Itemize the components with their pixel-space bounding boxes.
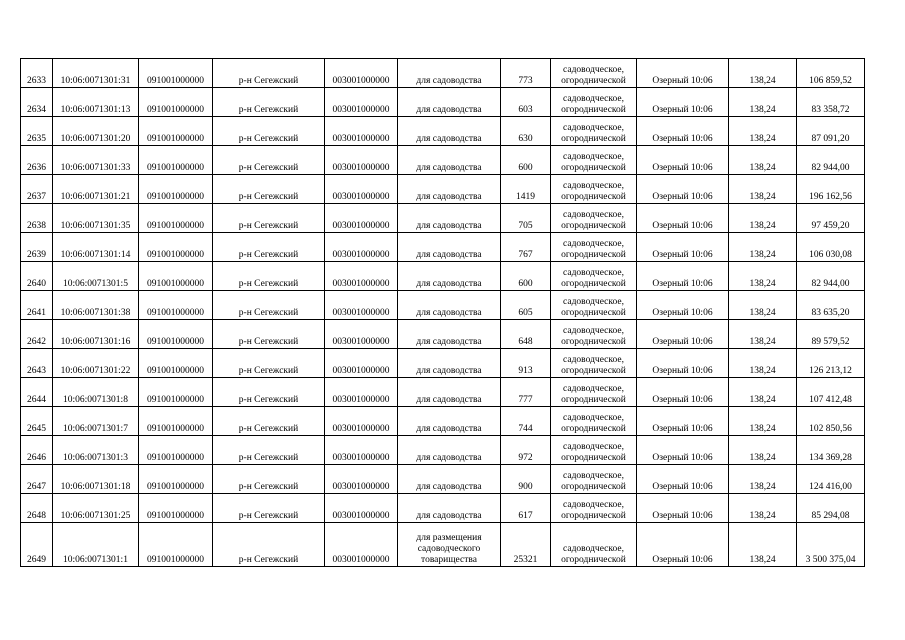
land-category-line-2: огороднической (561, 337, 626, 347)
permitted-use-line-3: товарищества (421, 555, 477, 565)
oktmo-code: 003001000000 (325, 378, 398, 407)
row-number: 2638 (21, 204, 53, 233)
cadastral-value: 126 213,12 (797, 349, 865, 378)
district: р-н Сегежский (213, 523, 325, 567)
land-category-line-1: садоводческое, (563, 210, 624, 220)
permitted-use: для садоводства (398, 88, 501, 117)
table-row (21, 523, 865, 567)
land-category (551, 320, 637, 349)
land-category-line-2: огороднической (561, 105, 626, 115)
land-category-line-2: огороднической (561, 221, 626, 231)
land-category-line-1: садоводческое, (563, 326, 624, 336)
row-number: 2645 (21, 407, 53, 436)
oktmo-code: 003001000000 (325, 204, 398, 233)
cadastral-number: 10:06:0071301:1 (53, 523, 139, 567)
cadastral-value: 83 358,72 (797, 88, 865, 117)
land-category (551, 59, 637, 88)
specific-rate: 138,24 (729, 523, 797, 567)
okato-code: 091001000000 (139, 320, 213, 349)
district: р-н Сегежский (213, 175, 325, 204)
district: р-н Сегежский (213, 291, 325, 320)
district: р-н Сегежский (213, 320, 325, 349)
row-number: 2642 (21, 320, 53, 349)
okato-code: 091001000000 (139, 117, 213, 146)
area: 603 (501, 88, 551, 117)
oktmo-code: 003001000000 (325, 407, 398, 436)
permitted-use (398, 523, 501, 567)
area: 767 (501, 233, 551, 262)
table-row (21, 117, 865, 146)
permitted-use: для садоводства (398, 407, 501, 436)
cadastral-zone: Озерный 10:06 (637, 146, 729, 175)
specific-rate: 138,24 (729, 465, 797, 494)
land-category-line-1: садоводческое, (563, 268, 624, 278)
land-category (551, 204, 637, 233)
cadastral-value: 196 162,56 (797, 175, 865, 204)
cadastral-zone: Озерный 10:06 (637, 436, 729, 465)
district: р-н Сегежский (213, 59, 325, 88)
cadastral-value: 102 850,56 (797, 407, 865, 436)
cadastral-value: 3 500 375,04 (797, 523, 865, 567)
specific-rate: 138,24 (729, 436, 797, 465)
cadastral-value: 124 416,00 (797, 465, 865, 494)
specific-rate: 138,24 (729, 494, 797, 523)
land-category-line-1: садоводческое, (563, 442, 624, 452)
permitted-use: для садоводства (398, 146, 501, 175)
district: р-н Сегежский (213, 407, 325, 436)
land-category (551, 494, 637, 523)
row-number: 2641 (21, 291, 53, 320)
area: 648 (501, 320, 551, 349)
permitted-use-line-2: садоводческого (417, 544, 481, 554)
table-body (21, 59, 865, 567)
okato-code: 091001000000 (139, 175, 213, 204)
oktmo-code: 003001000000 (325, 262, 398, 291)
permitted-use: для садоводства (398, 465, 501, 494)
cadastral-number: 10:06:0071301:14 (53, 233, 139, 262)
oktmo-code: 003001000000 (325, 494, 398, 523)
cadastral-zone: Озерный 10:06 (637, 320, 729, 349)
oktmo-code: 003001000000 (325, 436, 398, 465)
cadastral-zone: Озерный 10:06 (637, 494, 729, 523)
district: р-н Сегежский (213, 378, 325, 407)
oktmo-code: 003001000000 (325, 175, 398, 204)
oktmo-code: 003001000000 (325, 233, 398, 262)
table-row (21, 146, 865, 175)
table-row (21, 465, 865, 494)
land-category (551, 465, 637, 494)
cadastral-number: 10:06:0071301:22 (53, 349, 139, 378)
land-category (551, 378, 637, 407)
oktmo-code: 003001000000 (325, 117, 398, 146)
permitted-use: для садоводства (398, 378, 501, 407)
specific-rate: 138,24 (729, 146, 797, 175)
cadastral-zone: Озерный 10:06 (637, 59, 729, 88)
cadastral-value: 83 635,20 (797, 291, 865, 320)
row-number: 2635 (21, 117, 53, 146)
district: р-н Сегежский (213, 233, 325, 262)
land-category (551, 117, 637, 146)
table-row (21, 262, 865, 291)
land-category-line-2: огороднической (561, 511, 626, 521)
area: 913 (501, 349, 551, 378)
land-category-line-2: огороднической (561, 366, 626, 376)
cadastral-zone: Озерный 10:06 (637, 349, 729, 378)
district: р-н Сегежский (213, 494, 325, 523)
cadastral-zone: Озерный 10:06 (637, 262, 729, 291)
land-category (551, 262, 637, 291)
land-category-line-1: садоводческое, (563, 181, 624, 191)
oktmo-code: 003001000000 (325, 59, 398, 88)
cadastral-number: 10:06:0071301:33 (53, 146, 139, 175)
oktmo-code: 003001000000 (325, 349, 398, 378)
land-category-line-2: огороднической (561, 76, 626, 86)
cadastral-zone: Озерный 10:06 (637, 175, 729, 204)
oktmo-code: 003001000000 (325, 291, 398, 320)
row-number: 2633 (21, 59, 53, 88)
cadastral-zone: Озерный 10:06 (637, 117, 729, 146)
cadastral-number: 10:06:0071301:18 (53, 465, 139, 494)
cadastral-value: 82 944,00 (797, 146, 865, 175)
district: р-н Сегежский (213, 88, 325, 117)
land-category (551, 233, 637, 262)
cadastral-zone: Озерный 10:06 (637, 204, 729, 233)
area: 605 (501, 291, 551, 320)
land-category-line-2: огороднической (561, 134, 626, 144)
row-number: 2644 (21, 378, 53, 407)
cadastral-zone: Озерный 10:06 (637, 523, 729, 567)
cadastral-value: 89 579,52 (797, 320, 865, 349)
specific-rate: 138,24 (729, 407, 797, 436)
land-category-line-1: садоводческое, (563, 384, 624, 394)
district: р-н Сегежский (213, 204, 325, 233)
cadastral-number: 10:06:0071301:5 (53, 262, 139, 291)
land-category-line-2: огороднической (561, 163, 626, 173)
land-category-line-1: садоводческое, (563, 65, 624, 75)
area: 744 (501, 407, 551, 436)
specific-rate: 138,24 (729, 262, 797, 291)
specific-rate: 138,24 (729, 117, 797, 146)
table-row (21, 291, 865, 320)
cadastral-value: 106 859,52 (797, 59, 865, 88)
specific-rate: 138,24 (729, 88, 797, 117)
okato-code: 091001000000 (139, 146, 213, 175)
cadastral-value: 97 459,20 (797, 204, 865, 233)
oktmo-code: 003001000000 (325, 320, 398, 349)
cadastral-number: 10:06:0071301:16 (53, 320, 139, 349)
specific-rate: 138,24 (729, 59, 797, 88)
cadastral-number: 10:06:0071301:38 (53, 291, 139, 320)
land-category-line-2: огороднической (561, 424, 626, 434)
table-row (21, 436, 865, 465)
land-category (551, 175, 637, 204)
table-row (21, 494, 865, 523)
cadastral-number: 10:06:0071301:35 (53, 204, 139, 233)
oktmo-code: 003001000000 (325, 88, 398, 117)
land-category-line-2: огороднической (561, 308, 626, 318)
okato-code: 091001000000 (139, 378, 213, 407)
specific-rate: 138,24 (729, 291, 797, 320)
permitted-use: для садоводства (398, 436, 501, 465)
district: р-н Сегежский (213, 349, 325, 378)
land-category-line-2: огороднической (561, 279, 626, 289)
cadastral-value: 106 030,08 (797, 233, 865, 262)
table-row (21, 233, 865, 262)
row-number: 2636 (21, 146, 53, 175)
oktmo-code: 003001000000 (325, 146, 398, 175)
permitted-use-line-1: для размещения (416, 533, 482, 543)
permitted-use: для садоводства (398, 349, 501, 378)
cadastral-number: 10:06:0071301:20 (53, 117, 139, 146)
land-category-line-2: огороднической (561, 395, 626, 405)
cadastral-number: 10:06:0071301:31 (53, 59, 139, 88)
land-category-line-1: садоводческое, (563, 297, 624, 307)
land-category-line-2: огороднической (561, 192, 626, 202)
land-category-line-2: огороднической (561, 250, 626, 260)
district: р-н Сегежский (213, 436, 325, 465)
district: р-н Сегежский (213, 465, 325, 494)
cadastral-zone: Озерный 10:06 (637, 291, 729, 320)
area: 705 (501, 204, 551, 233)
row-number: 2647 (21, 465, 53, 494)
row-number: 2646 (21, 436, 53, 465)
table-row (21, 204, 865, 233)
specific-rate: 138,24 (729, 204, 797, 233)
permitted-use: для садоводства (398, 233, 501, 262)
okato-code: 091001000000 (139, 349, 213, 378)
area: 900 (501, 465, 551, 494)
row-number: 2648 (21, 494, 53, 523)
district: р-н Сегежский (213, 146, 325, 175)
permitted-use: для садоводства (398, 291, 501, 320)
land-category-line-2: огороднической (561, 453, 626, 463)
area: 773 (501, 59, 551, 88)
cadastral-zone: Озерный 10:06 (637, 378, 729, 407)
row-number: 2640 (21, 262, 53, 291)
land-category (551, 146, 637, 175)
land-category-line-1: садоводческое, (563, 152, 624, 162)
cadastral-number: 10:06:0071301:25 (53, 494, 139, 523)
cadastral-zone: Озерный 10:06 (637, 407, 729, 436)
row-number: 2637 (21, 175, 53, 204)
cadastral-number: 10:06:0071301:8 (53, 378, 139, 407)
cadastral-value: 134 369,28 (797, 436, 865, 465)
table-row (21, 88, 865, 117)
land-category-line-1: садоводческое, (563, 239, 624, 249)
land-category-line-1: садоводческое, (563, 123, 624, 133)
district: р-н Сегежский (213, 262, 325, 291)
district: р-н Сегежский (213, 117, 325, 146)
area: 600 (501, 262, 551, 291)
row-number: 2639 (21, 233, 53, 262)
specific-rate: 138,24 (729, 378, 797, 407)
land-category-line-1: садоводческое, (563, 355, 624, 365)
cadastral-number: 10:06:0071301:21 (53, 175, 139, 204)
okato-code: 091001000000 (139, 407, 213, 436)
area: 777 (501, 378, 551, 407)
okato-code: 091001000000 (139, 88, 213, 117)
row-number: 2634 (21, 88, 53, 117)
area: 972 (501, 436, 551, 465)
table-row (21, 378, 865, 407)
permitted-use: для садоводства (398, 117, 501, 146)
table-row (21, 175, 865, 204)
table-row (21, 407, 865, 436)
cadastral-value: 82 944,00 (797, 262, 865, 291)
cadastral-value: 85 294,08 (797, 494, 865, 523)
table-row (21, 320, 865, 349)
area: 1419 (501, 175, 551, 204)
specific-rate: 138,24 (729, 349, 797, 378)
cadastral-zone: Озерный 10:06 (637, 233, 729, 262)
land-category-line-1: садоводческое, (563, 544, 624, 554)
permitted-use: для садоводства (398, 204, 501, 233)
specific-rate: 138,24 (729, 175, 797, 204)
land-category (551, 349, 637, 378)
oktmo-code: 003001000000 (325, 523, 398, 567)
okato-code: 091001000000 (139, 233, 213, 262)
cadastral-number: 10:06:0071301:3 (53, 436, 139, 465)
cadastral-zone: Озерный 10:06 (637, 88, 729, 117)
permitted-use: для садоводства (398, 262, 501, 291)
land-category-line-1: садоводческое, (563, 94, 624, 104)
table-row (21, 349, 865, 378)
okato-code: 091001000000 (139, 465, 213, 494)
okato-code: 091001000000 (139, 494, 213, 523)
okato-code: 091001000000 (139, 59, 213, 88)
row-number: 2649 (21, 523, 53, 567)
okato-code: 091001000000 (139, 523, 213, 567)
area: 617 (501, 494, 551, 523)
area: 600 (501, 146, 551, 175)
permitted-use: для садоводства (398, 59, 501, 88)
area: 25321 (501, 523, 551, 567)
cadastral-value: 107 412,48 (797, 378, 865, 407)
permitted-use: для садоводства (398, 494, 501, 523)
permitted-use: для садоводства (398, 320, 501, 349)
table-row (21, 59, 865, 88)
specific-rate: 138,24 (729, 233, 797, 262)
land-category (551, 407, 637, 436)
land-register-table (20, 58, 865, 567)
area: 630 (501, 117, 551, 146)
land-category-line-2: огороднической (561, 482, 626, 492)
land-category-line-1: садоводческое, (563, 471, 624, 481)
cadastral-zone: Озерный 10:06 (637, 465, 729, 494)
land-category (551, 436, 637, 465)
land-category (551, 88, 637, 117)
land-category-line-1: садоводческое, (563, 413, 624, 423)
land-category-line-2: огороднической (561, 555, 626, 565)
specific-rate: 138,24 (729, 320, 797, 349)
cadastral-number: 10:06:0071301:7 (53, 407, 139, 436)
okato-code: 091001000000 (139, 262, 213, 291)
land-category-line-1: садоводческое, (563, 500, 624, 510)
cadastral-number: 10:06:0071301:13 (53, 88, 139, 117)
row-number: 2643 (21, 349, 53, 378)
okato-code: 091001000000 (139, 436, 213, 465)
oktmo-code: 003001000000 (325, 465, 398, 494)
okato-code: 091001000000 (139, 204, 213, 233)
land-category (551, 523, 637, 567)
okato-code: 091001000000 (139, 291, 213, 320)
cadastral-value: 87 091,20 (797, 117, 865, 146)
permitted-use: для садоводства (398, 175, 501, 204)
land-category (551, 291, 637, 320)
